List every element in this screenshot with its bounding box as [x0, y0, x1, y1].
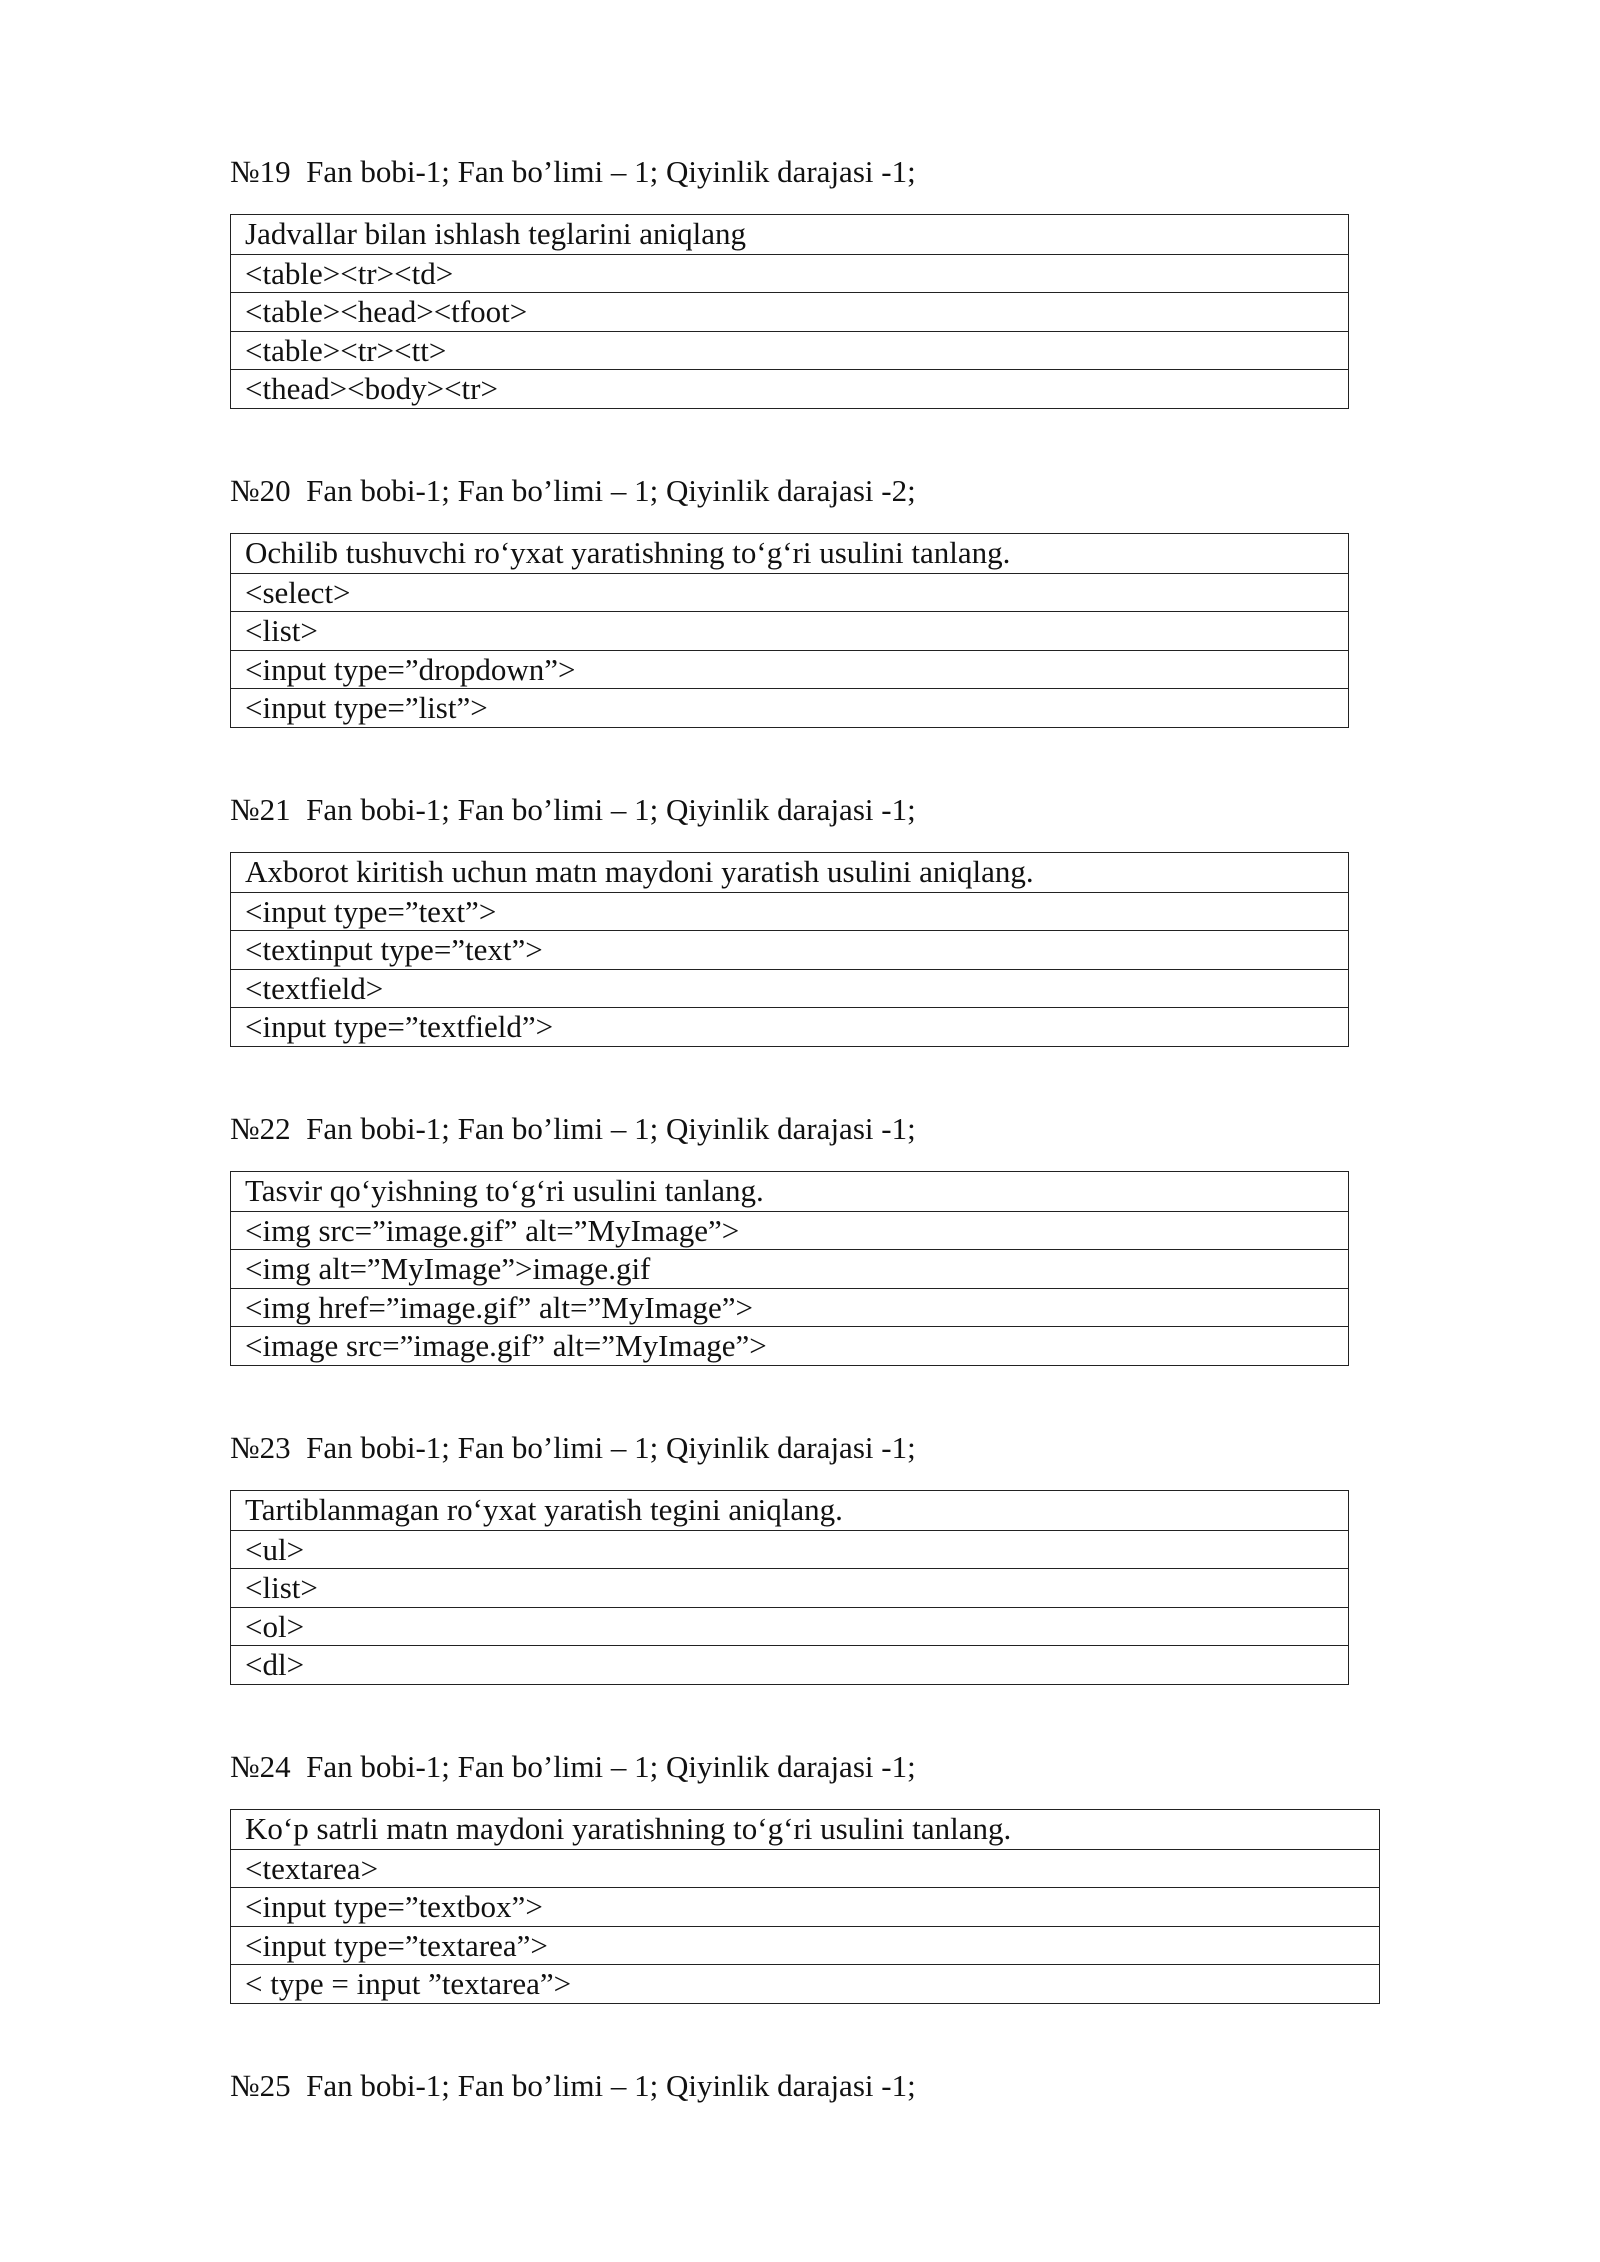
answer-option: <ul> [231, 1530, 1348, 1569]
answer-option: <image src=”image.gif” alt=”MyImage”> [231, 1326, 1348, 1365]
question-heading: №22 Fan bobi-1; Fan bo’limi – 1; Qiyinlik darajasi -1; [230, 1111, 916, 1146]
question-prompt: Tasvir qo‘yishning to‘g‘ri usulini tanlang. [245, 1173, 764, 1208]
answer-option: <select> [231, 573, 1348, 612]
question-table [230, 1490, 1349, 1685]
question-heading: №20 Fan bobi-1; Fan bo’limi – 1; Qiyinlik darajasi -2; [230, 473, 916, 508]
question-table [230, 1809, 1380, 2004]
question-heading: №19 Fan bobi-1; Fan bo’limi – 1; Qiyinlik darajasi -1; [230, 154, 916, 189]
answer-option: <textinput type=”text”> [231, 930, 1348, 969]
answer-option: <input type=”dropdown”> [231, 650, 1348, 689]
question-prompt: Ko‘p satrli matn maydoni yaratishning to‘g‘ri usulini tanlang. [245, 1811, 1012, 1846]
question-table [230, 1171, 1349, 1366]
answer-option: <textfield> [231, 969, 1348, 1008]
question-prompt: Jadvallar bilan ishlash teglarini aniqlang [245, 216, 747, 251]
answer-option: <table><head><tfoot> [231, 292, 1348, 331]
answer-option: <img src=”image.gif” alt=”MyImage”> [231, 1211, 1348, 1250]
answer-option: <table><tr><td> [231, 254, 1348, 293]
answer-option: <input type=”textbox”> [231, 1887, 1379, 1926]
question-heading: №25 Fan bobi-1; Fan bo’limi – 1; Qiyinlik darajasi -1; [230, 2068, 916, 2103]
question-21 [230, 791, 1390, 1044]
answer-option: <img alt=”MyImage”>image.gif [231, 1249, 1348, 1288]
question-19 [230, 153, 1390, 406]
answer-option: <table><tr><tt> [231, 331, 1348, 370]
question-20 [230, 472, 1390, 725]
question-prompt: Tartiblanmagan ro‘yxat yaratish tegini aniqlang. [245, 1492, 843, 1527]
question-heading: №23 Fan bobi-1; Fan bo’limi – 1; Qiyinlik darajasi -1; [230, 1430, 916, 1465]
answer-option: <input type=”list”> [231, 688, 1348, 727]
question-prompt: Axborot kiritish uchun matn maydoni yaratish usulini aniqlang. [245, 854, 1034, 889]
answer-option: <list> [231, 611, 1348, 650]
answer-option: <thead><body><tr> [231, 369, 1348, 408]
answer-option: <dl> [231, 1645, 1348, 1684]
question-25 [230, 2067, 1390, 2105]
question-table [230, 852, 1349, 1047]
question-22 [230, 1110, 1390, 1363]
question-23 [230, 1429, 1390, 1682]
answer-option: <list> [231, 1568, 1348, 1607]
answer-option: <ol> [231, 1607, 1348, 1646]
answer-option: <input type=”textarea”> [231, 1926, 1379, 1965]
answer-option: < type = input ”textarea”> [231, 1964, 1379, 2003]
question-heading: №24 Fan bobi-1; Fan bo’limi – 1; Qiyinlik darajasi -1; [230, 1749, 916, 1784]
question-heading: №21 Fan bobi-1; Fan bo’limi – 1; Qiyinlik darajasi -1; [230, 792, 916, 827]
question-table [230, 533, 1349, 728]
answer-option: <input type=”textfield”> [231, 1007, 1348, 1046]
question-prompt: Ochilib tushuvchi ro‘yxat yaratishning to‘g‘ri usulini tanlang. [245, 535, 1011, 570]
answer-option: <input type=”text”> [231, 892, 1348, 931]
question-table [230, 214, 1349, 409]
answer-option: <img href=”image.gif” alt=”MyImage”> [231, 1288, 1348, 1327]
answer-option: <textarea> [231, 1849, 1379, 1888]
question-24 [230, 1748, 1390, 2001]
